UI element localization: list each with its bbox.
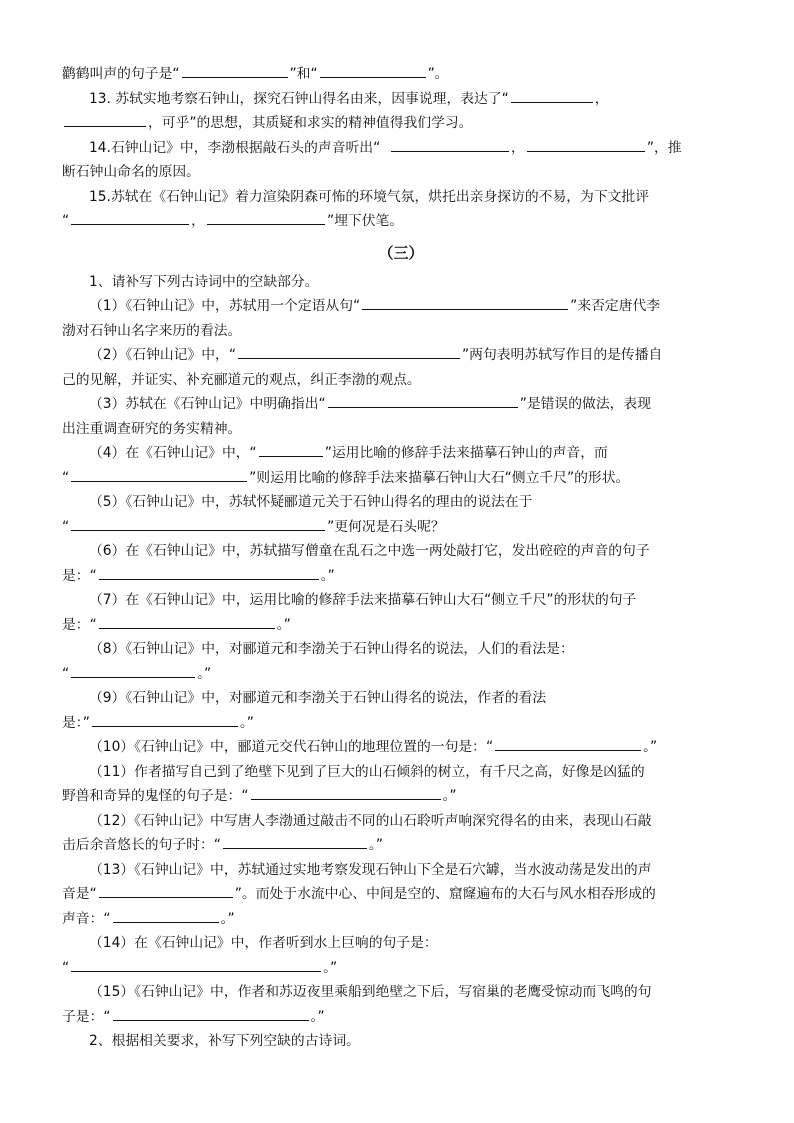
line-text: ”更何况是石头呢？ bbox=[327, 518, 445, 535]
line-text: （1）《石钟山记》中，苏轼用一个定语从句“ bbox=[89, 298, 361, 314]
line-text: “ bbox=[62, 665, 70, 682]
line-text: 鹳鹤叫声的句子是“ bbox=[62, 66, 180, 82]
fill-in-blank[interactable] bbox=[182, 62, 288, 78]
fill-in-blank[interactable] bbox=[64, 111, 146, 127]
line-text: 。” bbox=[368, 837, 383, 853]
text-line bbox=[62, 1029, 740, 1054]
fill-in-blank[interactable] bbox=[238, 343, 460, 359]
line-text: 。” bbox=[239, 714, 254, 731]
line-text: ”。而处于水流中心、中间是空的、窟窿遍布的大石与风水相吞形成的 bbox=[234, 886, 656, 902]
text-line bbox=[62, 564, 740, 589]
text-line bbox=[62, 637, 740, 662]
line-text: 14.石钟山记》中，李渤根据敲石头的声音听出“ bbox=[89, 139, 390, 156]
text-line bbox=[62, 588, 740, 613]
line-text: 。” bbox=[310, 1008, 325, 1025]
fill-in-blank[interactable] bbox=[251, 784, 441, 800]
fill-in-blank[interactable] bbox=[328, 392, 518, 408]
fill-in-blank[interactable] bbox=[71, 209, 189, 225]
line-text: ”，推 bbox=[646, 139, 682, 156]
text-line bbox=[62, 711, 740, 736]
text-line bbox=[62, 980, 740, 1005]
line-text: （8）《石钟山记》中，对郦道元和李渤关于石钟山得名的说法，人们的看法是： bbox=[89, 641, 574, 657]
text-line bbox=[62, 160, 740, 185]
line-text: （2）《石钟山记》中，“ bbox=[89, 347, 236, 363]
line-text: ，可乎”的思想，其质疑和求实的精神值得我们学习。 bbox=[148, 115, 473, 131]
line-text: 是：“ bbox=[62, 567, 97, 584]
line-text: 是：“ bbox=[62, 616, 97, 633]
line-text: （9）《石钟山记》中，对郦道元和李渤关于石钟山得名的说法，作者的看法 bbox=[89, 690, 547, 706]
line-text: ， bbox=[511, 139, 525, 156]
text-line bbox=[62, 417, 740, 442]
line-text: ”两句表明苏轼写作目的是传播自 bbox=[462, 347, 663, 363]
fill-in-blank[interactable] bbox=[92, 711, 238, 727]
fill-in-blank[interactable] bbox=[207, 209, 325, 225]
line-text: 是：” bbox=[62, 714, 90, 731]
text-line bbox=[62, 209, 740, 234]
text-line bbox=[62, 319, 740, 344]
line-text: 。” bbox=[320, 567, 335, 584]
line-text: ”运用比喻的修辞手法来描摹石钟山的声音，而 bbox=[324, 445, 608, 461]
text-line bbox=[62, 907, 740, 932]
fill-in-blank[interactable] bbox=[511, 87, 593, 103]
text-line bbox=[62, 858, 740, 883]
fill-in-blank[interactable] bbox=[71, 466, 247, 482]
line-text: （11）作者描写自己到了绝壁下见到了巨大的山石倾斜的树立，有千尺之高，好像是凶猛的 bbox=[89, 763, 645, 780]
line-text: （10）《石钟山记》中，郦道元交代石钟山的地理位置的一句是：“ bbox=[89, 739, 494, 755]
line-text: “ bbox=[62, 469, 70, 486]
text-line bbox=[62, 87, 740, 112]
text-line bbox=[62, 784, 740, 809]
fill-in-blank[interactable] bbox=[527, 136, 645, 152]
fill-in-blank[interactable] bbox=[362, 294, 568, 310]
fill-in-blank[interactable] bbox=[99, 564, 319, 580]
fill-in-blank[interactable] bbox=[495, 735, 641, 751]
text-line bbox=[62, 441, 740, 466]
line-text: ”是错误的做法，表现 bbox=[519, 396, 652, 412]
line-text: （14）在《石钟山记》中，作者听到水上巨响的句子是： bbox=[89, 935, 438, 951]
line-text: ”来否定唐代李 bbox=[570, 298, 661, 314]
text-line bbox=[62, 368, 740, 393]
line-text: （3）苏轼在《石钟山记》中明确指出“ bbox=[89, 396, 326, 412]
line-text: 音是“ bbox=[62, 886, 97, 902]
line-text: 野兽和奇异的鬼怪的句子是：“ bbox=[62, 788, 249, 804]
fill-in-blank[interactable] bbox=[71, 956, 321, 972]
line-text: （13）《石钟山记》中，苏轼通过实地考察发现石钟山下全是石穴罅，当水波动荡是发出的声 bbox=[89, 861, 652, 878]
line-text: （15）《石钟山记》中，作者和苏迈夜里乘船到绝壁之下后，写宿巢的老鹰受惊动而飞鸣的句 bbox=[89, 984, 652, 1000]
fill-in-blank[interactable] bbox=[259, 441, 323, 457]
line-text: 己的见解，并证实、补充郦道元的观点，纠正李渤的观点。 bbox=[62, 371, 421, 388]
line-text: 渤对石钟山名字来历的看法。 bbox=[62, 322, 242, 339]
line-text: 击后余音悠长的句子时：“ bbox=[62, 837, 221, 853]
fill-in-blank[interactable] bbox=[320, 62, 426, 78]
line-text: （12）《石钟山记》中写唐人李渤通过敲击不同的山石聆听声响深究得名的由来，表现山石敲 bbox=[89, 812, 652, 829]
fill-in-blank[interactable] bbox=[71, 515, 325, 531]
line-text: ”和“ bbox=[289, 66, 318, 82]
text-line bbox=[62, 392, 740, 417]
fill-in-blank[interactable] bbox=[113, 907, 219, 923]
fill-in-blank[interactable] bbox=[71, 662, 195, 678]
line-text: 出注重调查研究的务实精神。 bbox=[62, 420, 242, 437]
text-line bbox=[62, 686, 740, 711]
text-line bbox=[62, 185, 740, 210]
line-text: ， bbox=[594, 90, 609, 107]
fill-in-blank[interactable] bbox=[99, 613, 275, 629]
text-line bbox=[62, 809, 740, 834]
section-title: （三） bbox=[378, 243, 424, 262]
line-text: ， bbox=[191, 213, 205, 229]
text-line bbox=[62, 760, 740, 785]
line-text: （7）在《石钟山记》中，运用比喻的修辞手法来描摹石钟山大石“侧立千尺”的形状的句子 bbox=[89, 592, 637, 608]
line-text: （4）在《石钟山记》中，“ bbox=[89, 445, 257, 461]
line-text: 13. 苏轼实地考察石钟山，探究石钟山得名由来，因事说理，表达了“ bbox=[89, 90, 509, 107]
line-text: 子是：“ bbox=[62, 1008, 111, 1025]
line-text: ”埋下伏笔。 bbox=[326, 213, 404, 229]
text-line bbox=[62, 270, 740, 295]
text-line bbox=[62, 1005, 740, 1030]
text-line bbox=[62, 343, 740, 368]
line-text: 。” bbox=[220, 910, 235, 927]
text-line bbox=[62, 613, 740, 638]
document-body bbox=[62, 62, 740, 1054]
text-line bbox=[62, 931, 740, 956]
fill-in-blank[interactable] bbox=[223, 833, 367, 849]
line-text: “ bbox=[62, 213, 70, 229]
line-text: ”则运用比喻的修辞手法来描摹石钟山大石“侧立千尺”的形状。 bbox=[249, 469, 630, 486]
line-text: 2、根据相关要求，补写下列空缺的古诗词。 bbox=[89, 1033, 360, 1049]
text-line bbox=[62, 136, 740, 161]
text-line bbox=[62, 466, 740, 491]
text-line bbox=[62, 294, 740, 319]
text-line bbox=[62, 956, 740, 981]
line-text: 。” bbox=[276, 616, 291, 633]
line-text: “ bbox=[62, 959, 70, 976]
fill-in-blank[interactable] bbox=[99, 882, 233, 898]
line-text: 1、请补写下列古诗词中的空缺部分。 bbox=[89, 273, 319, 290]
text-line bbox=[62, 735, 740, 760]
line-text: 声音：“ bbox=[62, 910, 111, 927]
line-text: 15.苏轼在《石钟山记》着力渲染阴森可怖的环境气氛，烘托出亲身探访的不易，为下文批评 bbox=[89, 188, 650, 205]
text-line bbox=[62, 490, 740, 515]
fill-in-blank[interactable] bbox=[113, 1005, 309, 1021]
line-text: （5）《石钟山记》中，苏轼怀疑郦道元关于石钟山得名的理由的说法在于 bbox=[89, 494, 533, 510]
text-line bbox=[62, 111, 740, 136]
fill-in-blank[interactable] bbox=[391, 136, 509, 152]
line-text: ”。 bbox=[427, 66, 449, 82]
text-line bbox=[62, 833, 740, 858]
text-line bbox=[62, 539, 740, 564]
line-text: 。” bbox=[643, 739, 658, 755]
text-line bbox=[62, 62, 740, 87]
line-text: 。” bbox=[442, 788, 457, 804]
text-line bbox=[62, 882, 740, 907]
line-text: 断石钟山命名的原因。 bbox=[62, 164, 200, 180]
line-text: （6）在《石钟山记》中，苏轼描写僧童在乱石之中选一两处敲打它，发出硿硿的声音的句子 bbox=[89, 543, 650, 559]
text-line bbox=[62, 515, 740, 540]
line-text: 。” bbox=[323, 959, 338, 976]
text-line bbox=[62, 662, 740, 687]
line-text: “ bbox=[62, 518, 70, 535]
line-text: 。” bbox=[197, 665, 212, 682]
